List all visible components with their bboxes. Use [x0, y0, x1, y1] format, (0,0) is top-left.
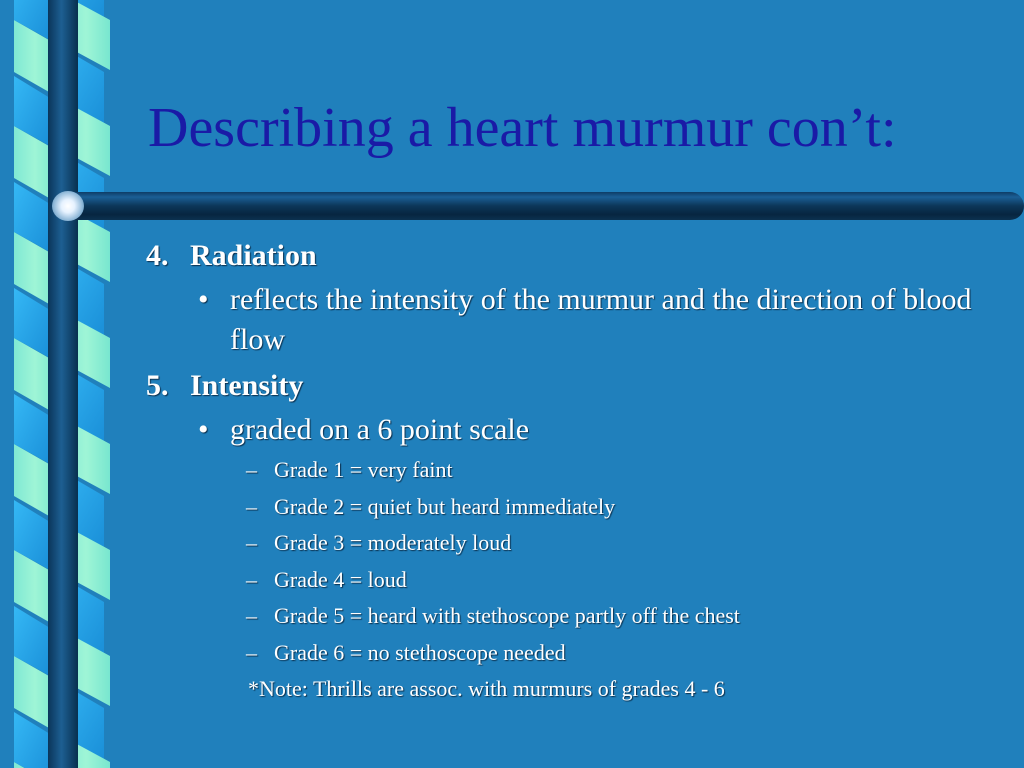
section-number: 5.: [146, 369, 169, 402]
grade-item: [146, 635, 1006, 672]
dash-icon: –: [246, 530, 257, 555]
grade-item: [146, 525, 1006, 562]
grade-text: Grade 4 = loud: [274, 566, 407, 592]
title-divider-bar: [56, 192, 1024, 220]
bullet-dot-icon: •: [198, 283, 209, 316]
bullet-text: graded on a 6 point scale: [230, 413, 530, 446]
grade-text: Grade 5 = heard with stethoscope partly off the chest: [274, 603, 740, 628]
grade-item: [146, 489, 1006, 526]
section-number: 4.: [146, 239, 169, 272]
dash-icon: –: [246, 457, 257, 482]
grade-item: [146, 598, 1006, 635]
divider-knob: [52, 191, 84, 221]
bullet-item: [146, 410, 1006, 450]
section-radiation-heading: [146, 236, 1006, 276]
note-text: *Note: Thrills are assoc. with murmurs of grades 4 - 6: [248, 676, 725, 701]
dash-icon: –: [246, 493, 257, 519]
grade-text: Grade 3 = moderately loud: [274, 530, 512, 555]
slide-content: [146, 236, 1006, 707]
dash-icon: –: [246, 566, 257, 592]
section-heading: Intensity: [190, 369, 304, 402]
slide-title: Describing a heart murmur con’t:: [148, 97, 897, 159]
bullet-text: reflects the intensity of the murmur and the direction of blood flow: [230, 283, 972, 356]
section-heading: Radiation: [190, 239, 317, 272]
section-intensity-heading: [146, 366, 1006, 406]
grade-text: Grade 2 = quiet but heard immediately: [274, 493, 616, 519]
grade-item: [146, 562, 1006, 599]
dash-icon: –: [246, 639, 257, 665]
decorative-ribbon: [0, 0, 112, 768]
grade-text: Grade 1 = very faint: [274, 457, 453, 482]
grade-item: [146, 452, 1006, 489]
bullet-dot-icon: •: [198, 413, 209, 446]
bullet-item: [146, 280, 1006, 360]
grade-text: Grade 6 = no stethoscope needed: [274, 639, 566, 665]
dash-icon: –: [246, 603, 257, 628]
